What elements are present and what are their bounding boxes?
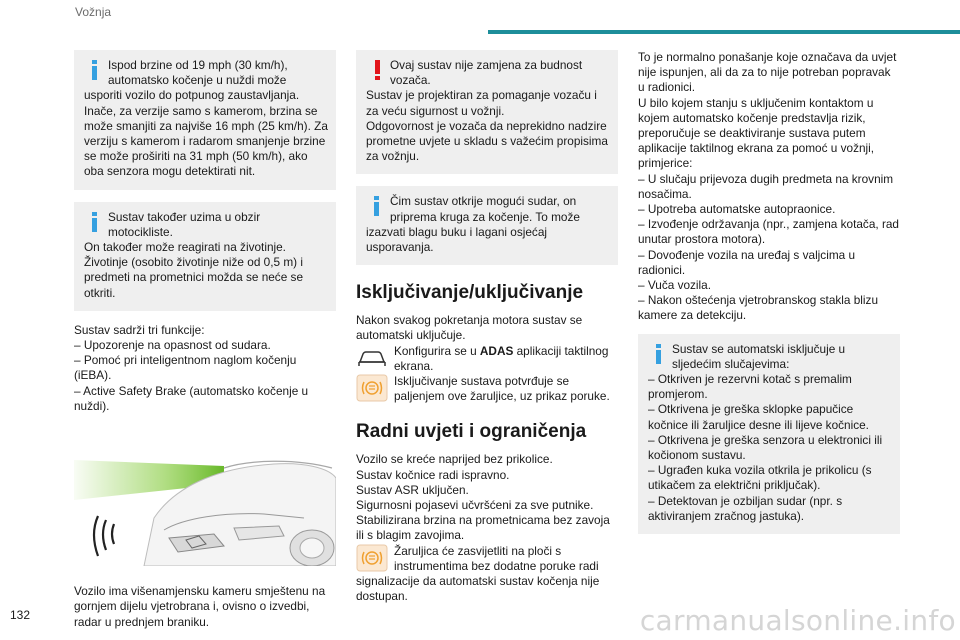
info-box-first-line: Čim sustav otkrije mogući sudar, on priprema kruga za kočenje. To može [390, 194, 580, 224]
conditions-text: Vozilo se kreće naprijed bez prikolice. Sustav kočnice radi ispravno. Sustav ASR uključen. Sigurnosni pojasevi učvršćeni za sve putnike. Stabilizirana brzina na prometnicama bez zavoja ili s blagim zavojima. [356, 452, 610, 543]
warning-box [356, 50, 618, 174]
column-3 [638, 50, 900, 546]
info-box-text: On također može reagirati na životinje. Životinje (osobito životinje niže od 0,5 m) i predmeti na prometnici možda se neće se otkriti. [84, 240, 304, 300]
info-box-first-line: Ispod brzine od 19 mph (30 km/h), automatsko kočenje u nuždi može [108, 58, 288, 88]
watermark: carmanualsonline.info [639, 604, 956, 637]
warning-icon [369, 60, 385, 80]
config-line [356, 344, 618, 374]
config-text-pre: Konfigurira se u [394, 343, 480, 358]
config-text-post: aplikaciji taktilnog ekrana. [394, 343, 609, 373]
brake-warning-lamp-icon [356, 544, 388, 572]
warning-box-text: Sustav je projektiran za pomaganje vozaču i za veću sigurnost u vožnji. Odgovornost je vozača da neprekidno nadzire prometne uvjete u skladu s važećim propisima za vožnju. [366, 88, 608, 164]
info-box-motorcyclists [74, 202, 336, 311]
info-box-text: – Otkriven je rezervni kotač s premalim promjerom. – Otkrivena je greška sklopke papučice kočnice ili žaruljice desne ili lijeve kočnice. – Otkrivena je greška senzora u elektronici ili kočionom sustavu. – Ugrađen kuka vozila otkrila je prikolicu (s utikačem za električni priključak). – Detektovan je ozbiljan sudar (npr. s aktiviranjem zračnog jastuka). [648, 372, 883, 523]
config-text-adas: ADAS [479, 343, 514, 358]
info-box-first-line: Sustav također uzima u obzir motocikliste. [108, 209, 261, 239]
lamp2-text-rest: signalizacije da automatski sustav kočenja nije dostupan. [356, 574, 600, 604]
page-number: 132 [10, 608, 31, 622]
info-icon [87, 212, 103, 232]
info-box-speed [74, 50, 336, 190]
brake-warning-lamp-icon [356, 374, 388, 402]
lamp2-text: Žaruljica će zasvijetliti na ploči s instrumentima bez dodatne poruke radi [394, 543, 599, 573]
column-2 [356, 50, 618, 604]
lamp2-line [356, 544, 618, 574]
lamp-line [356, 374, 618, 404]
car-config-icon [356, 344, 388, 372]
toggle-intro: Nakon svakog pokretanja motora sustav se automatski uključuje. [356, 313, 583, 343]
info-box-text: usporiti vozilo do potpunog zaustavljanja. Inače, za verzije samo s kamerom, brzina se može smanjiti za najviše 16 mph (25 km/h). Za verziju s kamerom i radarom smanjenje brzine se može proširiti na 31 mph (50 km/h), ako oba senzora mogu detektirati nit. [84, 88, 328, 179]
deactivation-text: To je normalno ponašanje koje označava da uvjet nije ispunjen, ali da za to nije potreban popravak u radionici. U bilo kojem stanju s uključenim kontaktom u kojem automatsko kočenje predstavlja rizik, preporučuje se deaktiviranje sustava putem aplikacije taktilnog ekrana za pomoć u vožnji, primjerice: – U slučaju prijevoza dugih predmeta na krovnim nosačima. – Upotreba automatske autopraonice. – Izvođenje održavanja (npr., zamjena kotača, rad unutar prostora motora). – Dovođenje vozila na uređaj s valjcima u radionici. – Vuča vozila. – Nakon oštećenja vjetrobranskog stakla blizu kamere za detekciju. [638, 50, 899, 323]
header-accent-bar [488, 30, 960, 34]
info-icon [369, 196, 385, 216]
info-icon [651, 344, 667, 364]
heading-conditions: Radni uvjeti i ograničenja [356, 421, 587, 443]
car-camera-illustration [74, 438, 336, 566]
lamp-text: Isključivanje sustava potvrđuje se paljenjem ove žaruljice, uz prikaz poruke. [394, 374, 610, 404]
column-1 [74, 50, 336, 640]
info-box-first-line: Sustav se automatski isključuje u sljedećim slučajevima: [672, 341, 846, 371]
info-box-auto-off [638, 334, 900, 534]
info-box-collision [356, 186, 618, 265]
camera-text: Vozilo ima višenamjensku kameru smještenu na gornjem dijelu vjetrobrana i, ovisno o izvedbi, radar u prednjem braniku. [74, 584, 326, 629]
heading-toggle: Isključivanje/uključivanje [356, 282, 584, 304]
info-icon [87, 60, 103, 80]
chapter-title: Vožnja [75, 5, 112, 19]
info-box-text: izazvati blagu buku i lagani osjećaj usporavanja. [366, 224, 547, 255]
functions-list: Sustav sadrži tri funkcije: – Upozorenje na opasnost od sudara. – Pomoć pri inteligentnom naglom kočenju (iEBA). – Active Safety Brake (automatsko kočenje u nuždi). [74, 322, 309, 413]
warning-box-first-line: Ovaj sustav nije zamjena za budnost vozača. [390, 58, 583, 88]
